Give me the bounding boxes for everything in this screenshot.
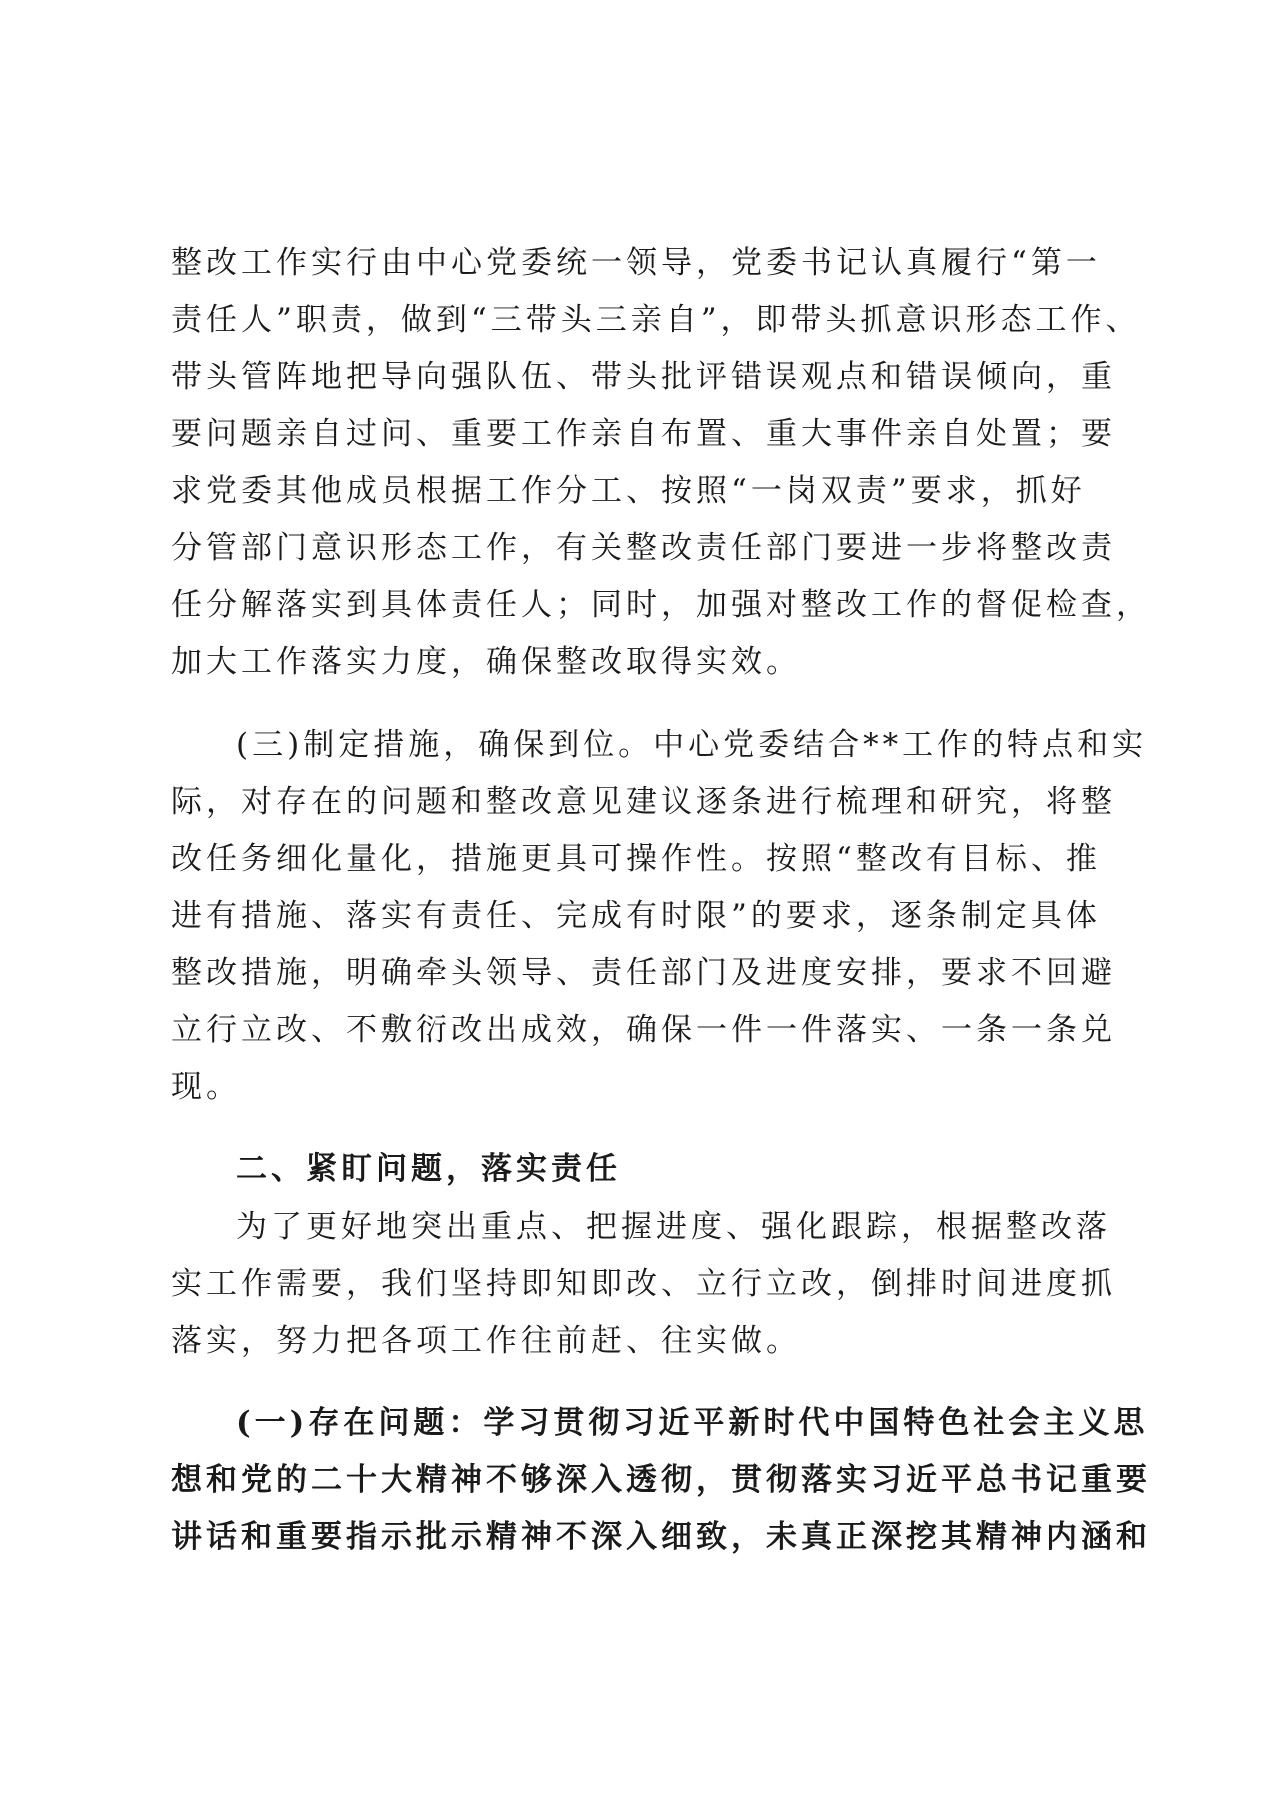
subsection-paragraph-start: (三)制定措施，确保到位。中心党委结合**工作的特点和实 <box>236 727 1148 763</box>
body-text-line: 加大工作落实力度，确保整改取得实效。 <box>171 644 801 680</box>
body-text-line: 改任务细化量化，措施更具可操作性。按照“整改有目标、推 <box>171 841 1101 877</box>
body-text-line: 实工作需要，我们坚持即知即改、立行立改，倒排时间进度抓 <box>171 1266 1116 1302</box>
body-text-line: 际，对存在的问题和整改意见建议逐条进行梳理和研究，将整 <box>171 784 1116 820</box>
body-text-line: 责任人”职责，做到“三带头三亲自”，即带头抓意识形态工作、 <box>171 302 1141 338</box>
body-text-line: 进有措施、落实有责任、完成有时限”的要求，逐条制定具体 <box>171 898 1101 934</box>
body-text-line: 带头管阵地把导向强队伍、带头批评错误观点和错误倾向，重 <box>171 359 1116 395</box>
body-text-line: 要问题亲自过问、重要工作亲自布置、重大事件亲自处置；要 <box>171 416 1116 452</box>
body-text-line: 求党委其他成员根据工作分工、按照“一岗双责”要求，抓好 <box>171 473 1086 509</box>
body-text-line: 现。 <box>171 1069 241 1105</box>
bold-issue-line: 想和党的二十大精神不够深入透彻，贯彻落实习近平总书记重要 <box>171 1462 1151 1498</box>
bold-issue-line: 讲话和重要指示批示精神不深入细致，未真正深挖其精神内涵和 <box>171 1519 1151 1555</box>
body-text-line: 整改工作实行由中心党委统一领导，党委书记认真履行“第一 <box>171 245 1101 281</box>
body-text-line: 分管部门意识形态工作，有关整改责任部门要进一步将整改责 <box>171 530 1116 566</box>
body-text-line: 立行立改、不敷衍改出成效，确保一件一件落实、一条一条兑 <box>171 1012 1116 1048</box>
bold-issue-line: (一)存在问题：学习贯彻习近平新时代中国特色社会主义思 <box>236 1405 1149 1441</box>
body-text-line: 落实，努力把各项工作往前赶、往实做。 <box>171 1323 801 1359</box>
section-heading: 二、紧盯问题，落实责任 <box>236 1151 621 1187</box>
body-text-line: 任分解落实到具体责任人；同时，加强对整改工作的督促检查， <box>171 587 1151 623</box>
body-text-line: 整改措施，明确牵头领导、责任部门及进度安排，要求不回避 <box>171 955 1116 991</box>
paragraph-start: 为了更好地突出重点、把握进度、强化跟踪，根据整改落 <box>236 1209 1111 1245</box>
